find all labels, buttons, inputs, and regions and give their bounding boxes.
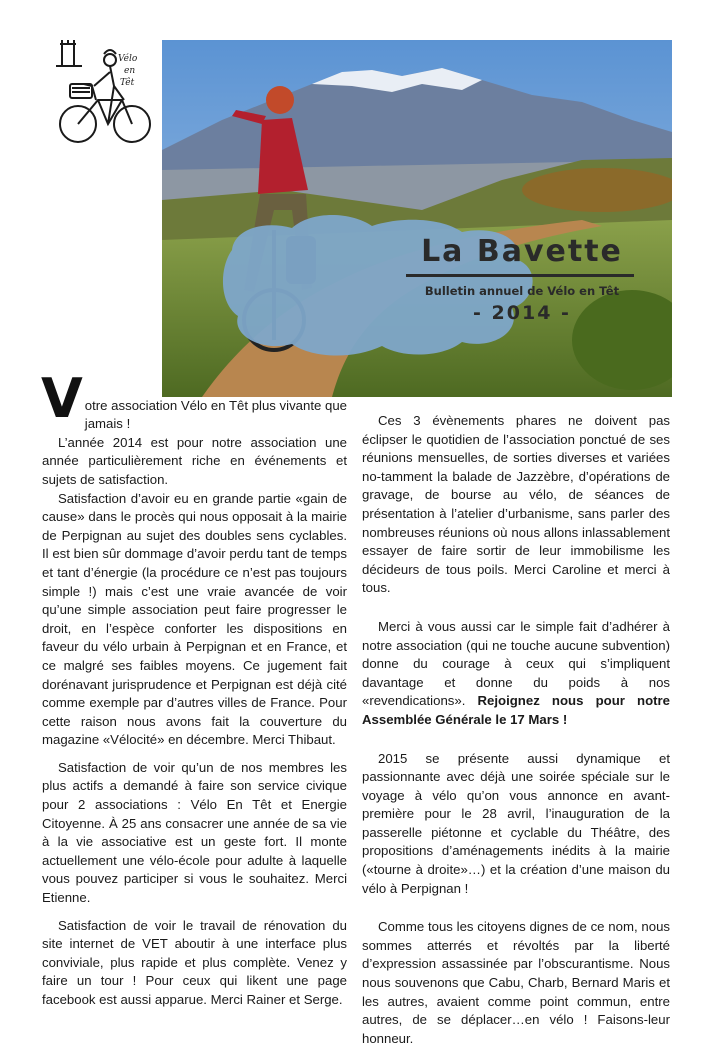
paragraph-service-civique: Satisfaction de voir qu’un de nos membres les plus actifs a demandé à faire son service civique pour 2 associations : Vélo En Têt et Energie Citoyenne. À 25 ans consacrer une année de sa vie à la vie associative est un geste fort. Il monte actuellement une vélo-école pour adulte à laquelle vous pouvez participer si vous le souhaitez. Merci Etienne. — [42, 759, 347, 906]
paragraph-evenements: Ces 3 évènements phares ne doivent pas éclipser le quotidien de l’association ponctué de ses réunions mensuelles, de sorties diverses et variées no-tamment la balade de Jazzèbre, d’opérations de gravage, de bourse au vélo, de séances de présentation à l’atelier d’urbanisme, sans parler des nombreuses réunions où nous allons inlassablement essayer de faire sortir de leur immobilisme les décideurs de tous poils. Merci Caroline et merci à tous. — [362, 413, 670, 596]
cyclist-drawing-icon — [52, 40, 156, 152]
logo-text-tet: Têt — [120, 78, 135, 88]
intro-paragraph — [41, 367, 348, 434]
paragraph-2014: L’année 2014 est pour notre association une année particulièrement riche en événements et sujets de satisfaction. — [42, 434, 347, 487]
cover-photo — [162, 40, 672, 397]
logo-text-velo: Vélo — [118, 54, 138, 64]
logo-text-en: en — [124, 66, 136, 76]
intro-text: otre association Vélo en Têt plus vivante que jamais ! — [84, 397, 348, 432]
title-rule — [406, 274, 634, 277]
assemblee-generale-callout: Rejoignez nous pour notre Assemblée Générale le 17 Mars ! — [362, 693, 670, 727]
right-column — [362, 412, 670, 1048]
dropcap: V — [41, 367, 83, 430]
paragraph-2015: 2015 se présente aussi dynamique et passionnante avec déjà une soirée spéciale sur le voyage à vélo qu’on vous annonce en avant-première pour le 28 avril, l’inauguration de la passerelle piétonne et cyclable du Théâtre, des propositions d’aménagements inédits à la mairie («tourne à droite»…) et la création d’une maison du vélo à Perpignan ! — [362, 750, 670, 896]
adherer-text: Merci à vous aussi car le simple fait d’adhérer à notre association (qui ne touche aucune subvention) donne du courage à ceux qui s’impliquent davantage et donne du poids à nos «revendications». — [362, 618, 670, 709]
paragraph-site-internet: Satisfaction de voir le travail de rénovation du site internet de VET aboutir à une interface plus conviviale, plus rapide et plus complète. Venez y faire un tour ! Pour ceux qui likent une page facebook est aussi apparue. Merci Rainer et Serge. — [42, 917, 347, 1007]
bulletin-subtitle: Bulletin annuel de Vélo en Têt — [424, 284, 620, 298]
paragraph-adherer — [362, 618, 670, 730]
left-column — [41, 367, 348, 1010]
bulletin-title: La Bavette — [421, 234, 623, 269]
paragraph-proces: Satisfaction d’avoir eu en grande partie «gain de cause» dans le procès qui nous opposait à la mairie de Perpignan au sujet des doubles sens cyclables. Il est bien sûr dommage d’avoir perdu tant de temps et tant d’énergie (la procédure ce n’est pas toujours simple !) mais c’est une vraie avancée de voir qu’une simple association peut faire progresser le droit, en l’espèce conforter les dispositions en faveur du vélo urbain à Perpignan et en France, et ce malgré ses faibles moyens. Ce jugement fait dorénavant jurisprudence et Perpignan est déjà cité comme exemple par d’autres villes de France. Pour cette raison nous avons fait la couverture du magazine «Vélocité» en décembre. Merci Thibaut. — [42, 490, 347, 748]
bulletin-year: - 2014 - — [473, 302, 571, 324]
paragraph-hommage: Comme tous les citoyens dignes de ce nom, nous sommes atterrés et révoltés par la liberté d’expression assassinée par l’obscurantisme. Nous nous souvenons que Cabu, Charb, Bernard Maris et les autres, avaient comme point commun, entre autres, de se déplacer…en vélo ! Faisons-leur honneur. — [362, 919, 670, 1046]
cyclist-on-dirt-path-mountains-photo — [162, 40, 672, 397]
velo-en-tet-logo — [52, 40, 156, 152]
